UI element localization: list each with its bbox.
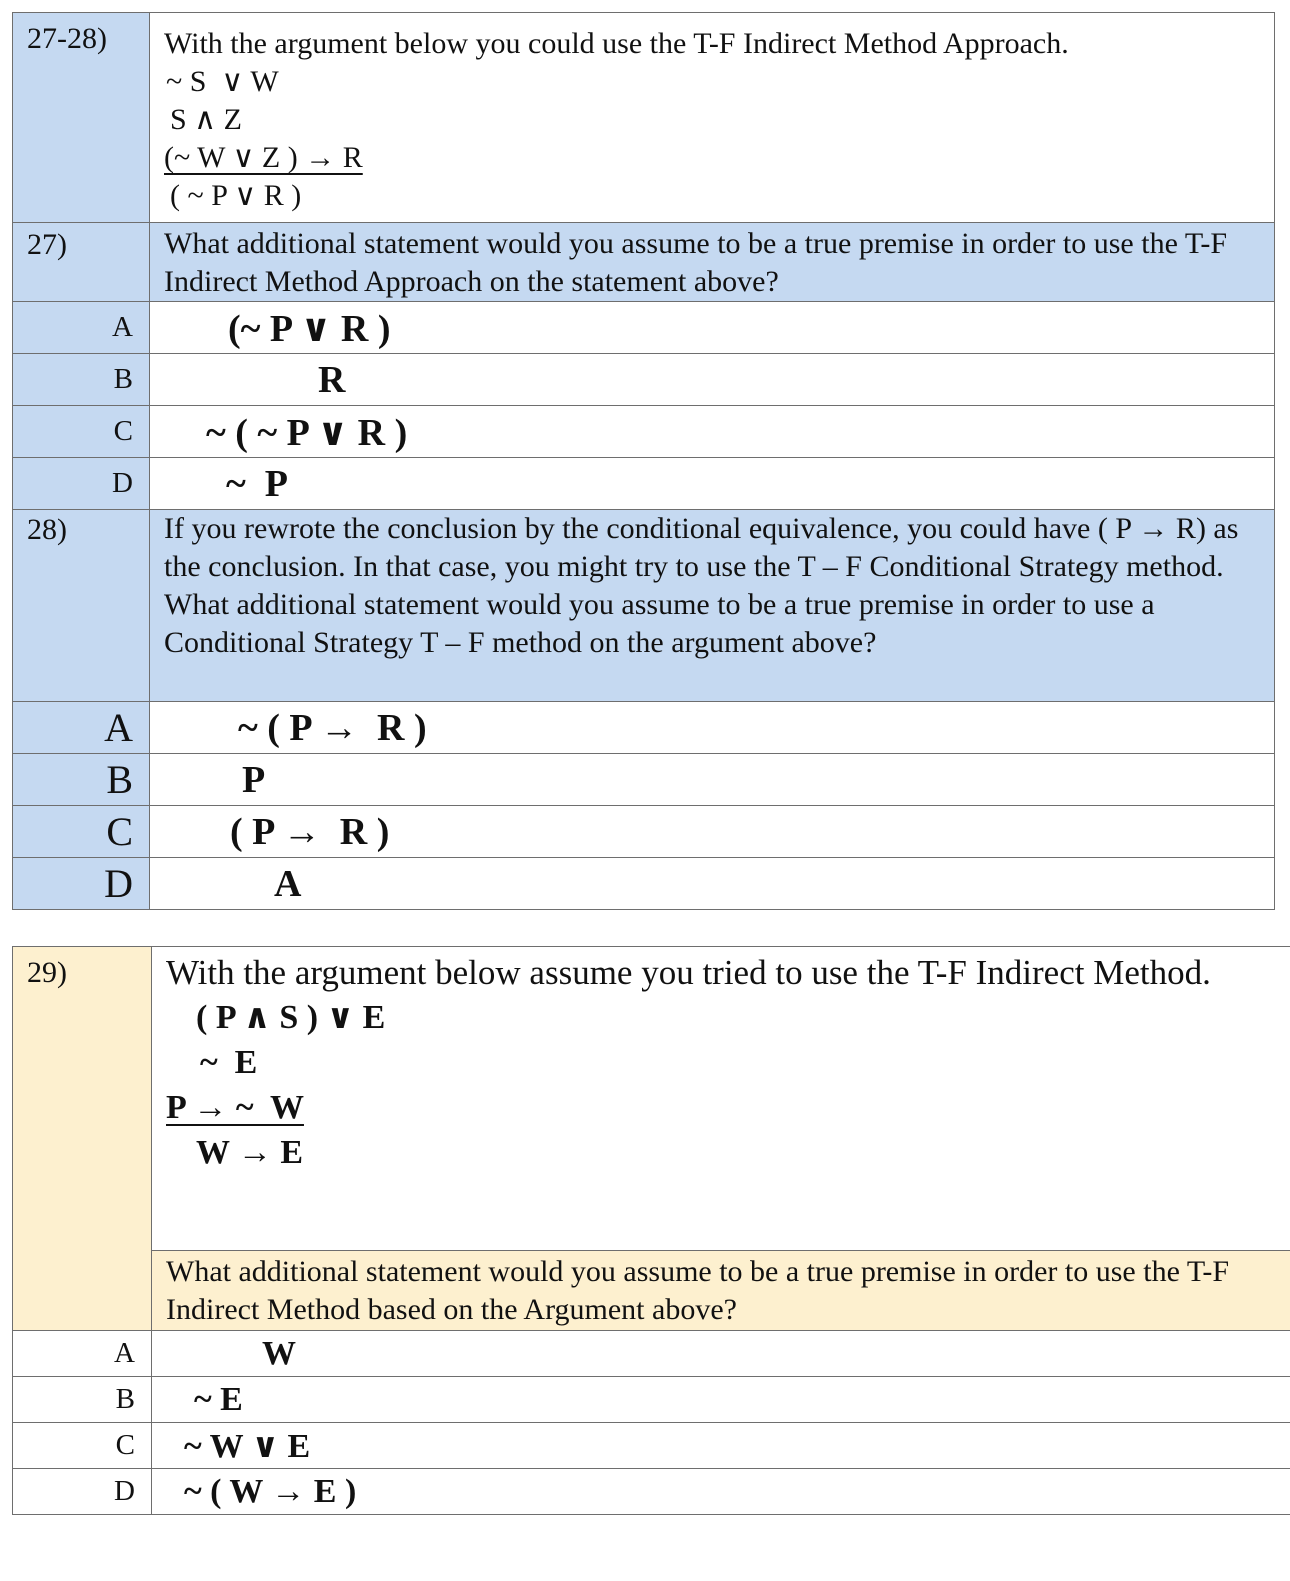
argument-prompt: With the argument below you could use the T-F Indirect Method Approach. [164,27,1069,60]
argument-prompt: With the argument below assume you tried to use the T-F Indirect Method. [166,953,1211,992]
question-text-27: What additional statement would you assume to be a true premise in order to use the T-F Indirect Method Approach on the statement above? [150,223,1275,302]
option-letter: A [13,702,150,754]
question-text-28: If you rewrote the conclusion by the conditional equivalence, you could have ( P → R) as the conclusion. In that case, you might try to use the T – F Conditional Strategy method. What additional statement would you assume to be a true premise in order to use a Conditional Strategy T – F method on the argument above? [150,510,1275,702]
answer-option[interactable]: R [150,354,1275,406]
answer-option[interactable]: ~ W ∨ E [152,1423,1290,1469]
option-letter: B [13,1377,152,1423]
option-letter: C [13,806,150,858]
option-letter: A [13,1331,152,1377]
option-letter: C [13,406,150,458]
premise-3: (~ W ∨ Z ) → R [164,141,363,174]
answer-option[interactable]: ~ ( W → E ) [152,1469,1290,1515]
premise-2: S ∧ Z [170,103,242,136]
question-table-27-28 [12,12,1275,910]
option-letter: B [13,754,150,806]
question-number-27: 27) [13,223,150,302]
conclusion: ( ~ P ∨ R ) [170,179,302,212]
conclusion: W → E [196,1134,304,1171]
option-letter: D [13,1469,152,1515]
option-letter: D [13,458,150,510]
answer-option[interactable]: P [150,754,1275,806]
option-letter: C [13,1423,152,1469]
premise-2: ~ E [200,1044,258,1081]
argument-27-28 [150,13,1275,223]
option-letter: A [13,302,150,354]
answer-option[interactable]: A [150,858,1275,910]
question-text-29 [152,1251,1290,1331]
answer-option[interactable]: W [152,1331,1290,1377]
question-number-27-28: 27-28) [13,13,150,223]
question-number-28: 28) [13,510,150,702]
question-table-29 [12,946,1290,1515]
premise-1: ~ S ∨ W [166,65,279,98]
answer-option[interactable]: ~ ( ~ P ∨ R ) [150,406,1275,458]
answer-option[interactable]: ( P → R ) [150,806,1275,858]
question-text-29-content: What additional statement would you assume to be a true premise in order to use the T-F Indirect Method based on the Argument above? [166,1255,1230,1326]
argument-29 [152,947,1290,1251]
option-letter: D [13,858,150,910]
answer-option[interactable]: ~ E [152,1377,1290,1423]
option-letter: B [13,354,150,406]
premise-3: P → ~ W [166,1089,304,1126]
answer-option[interactable]: ~ ( P → R ) [150,702,1275,754]
question-number-29: 29) [13,947,152,1331]
answer-option[interactable]: (~ P ∨ R ) [150,302,1275,354]
premise-1: ( P ∧ S ) ∨ E [196,999,386,1036]
answer-option[interactable]: ~ P [150,458,1275,510]
